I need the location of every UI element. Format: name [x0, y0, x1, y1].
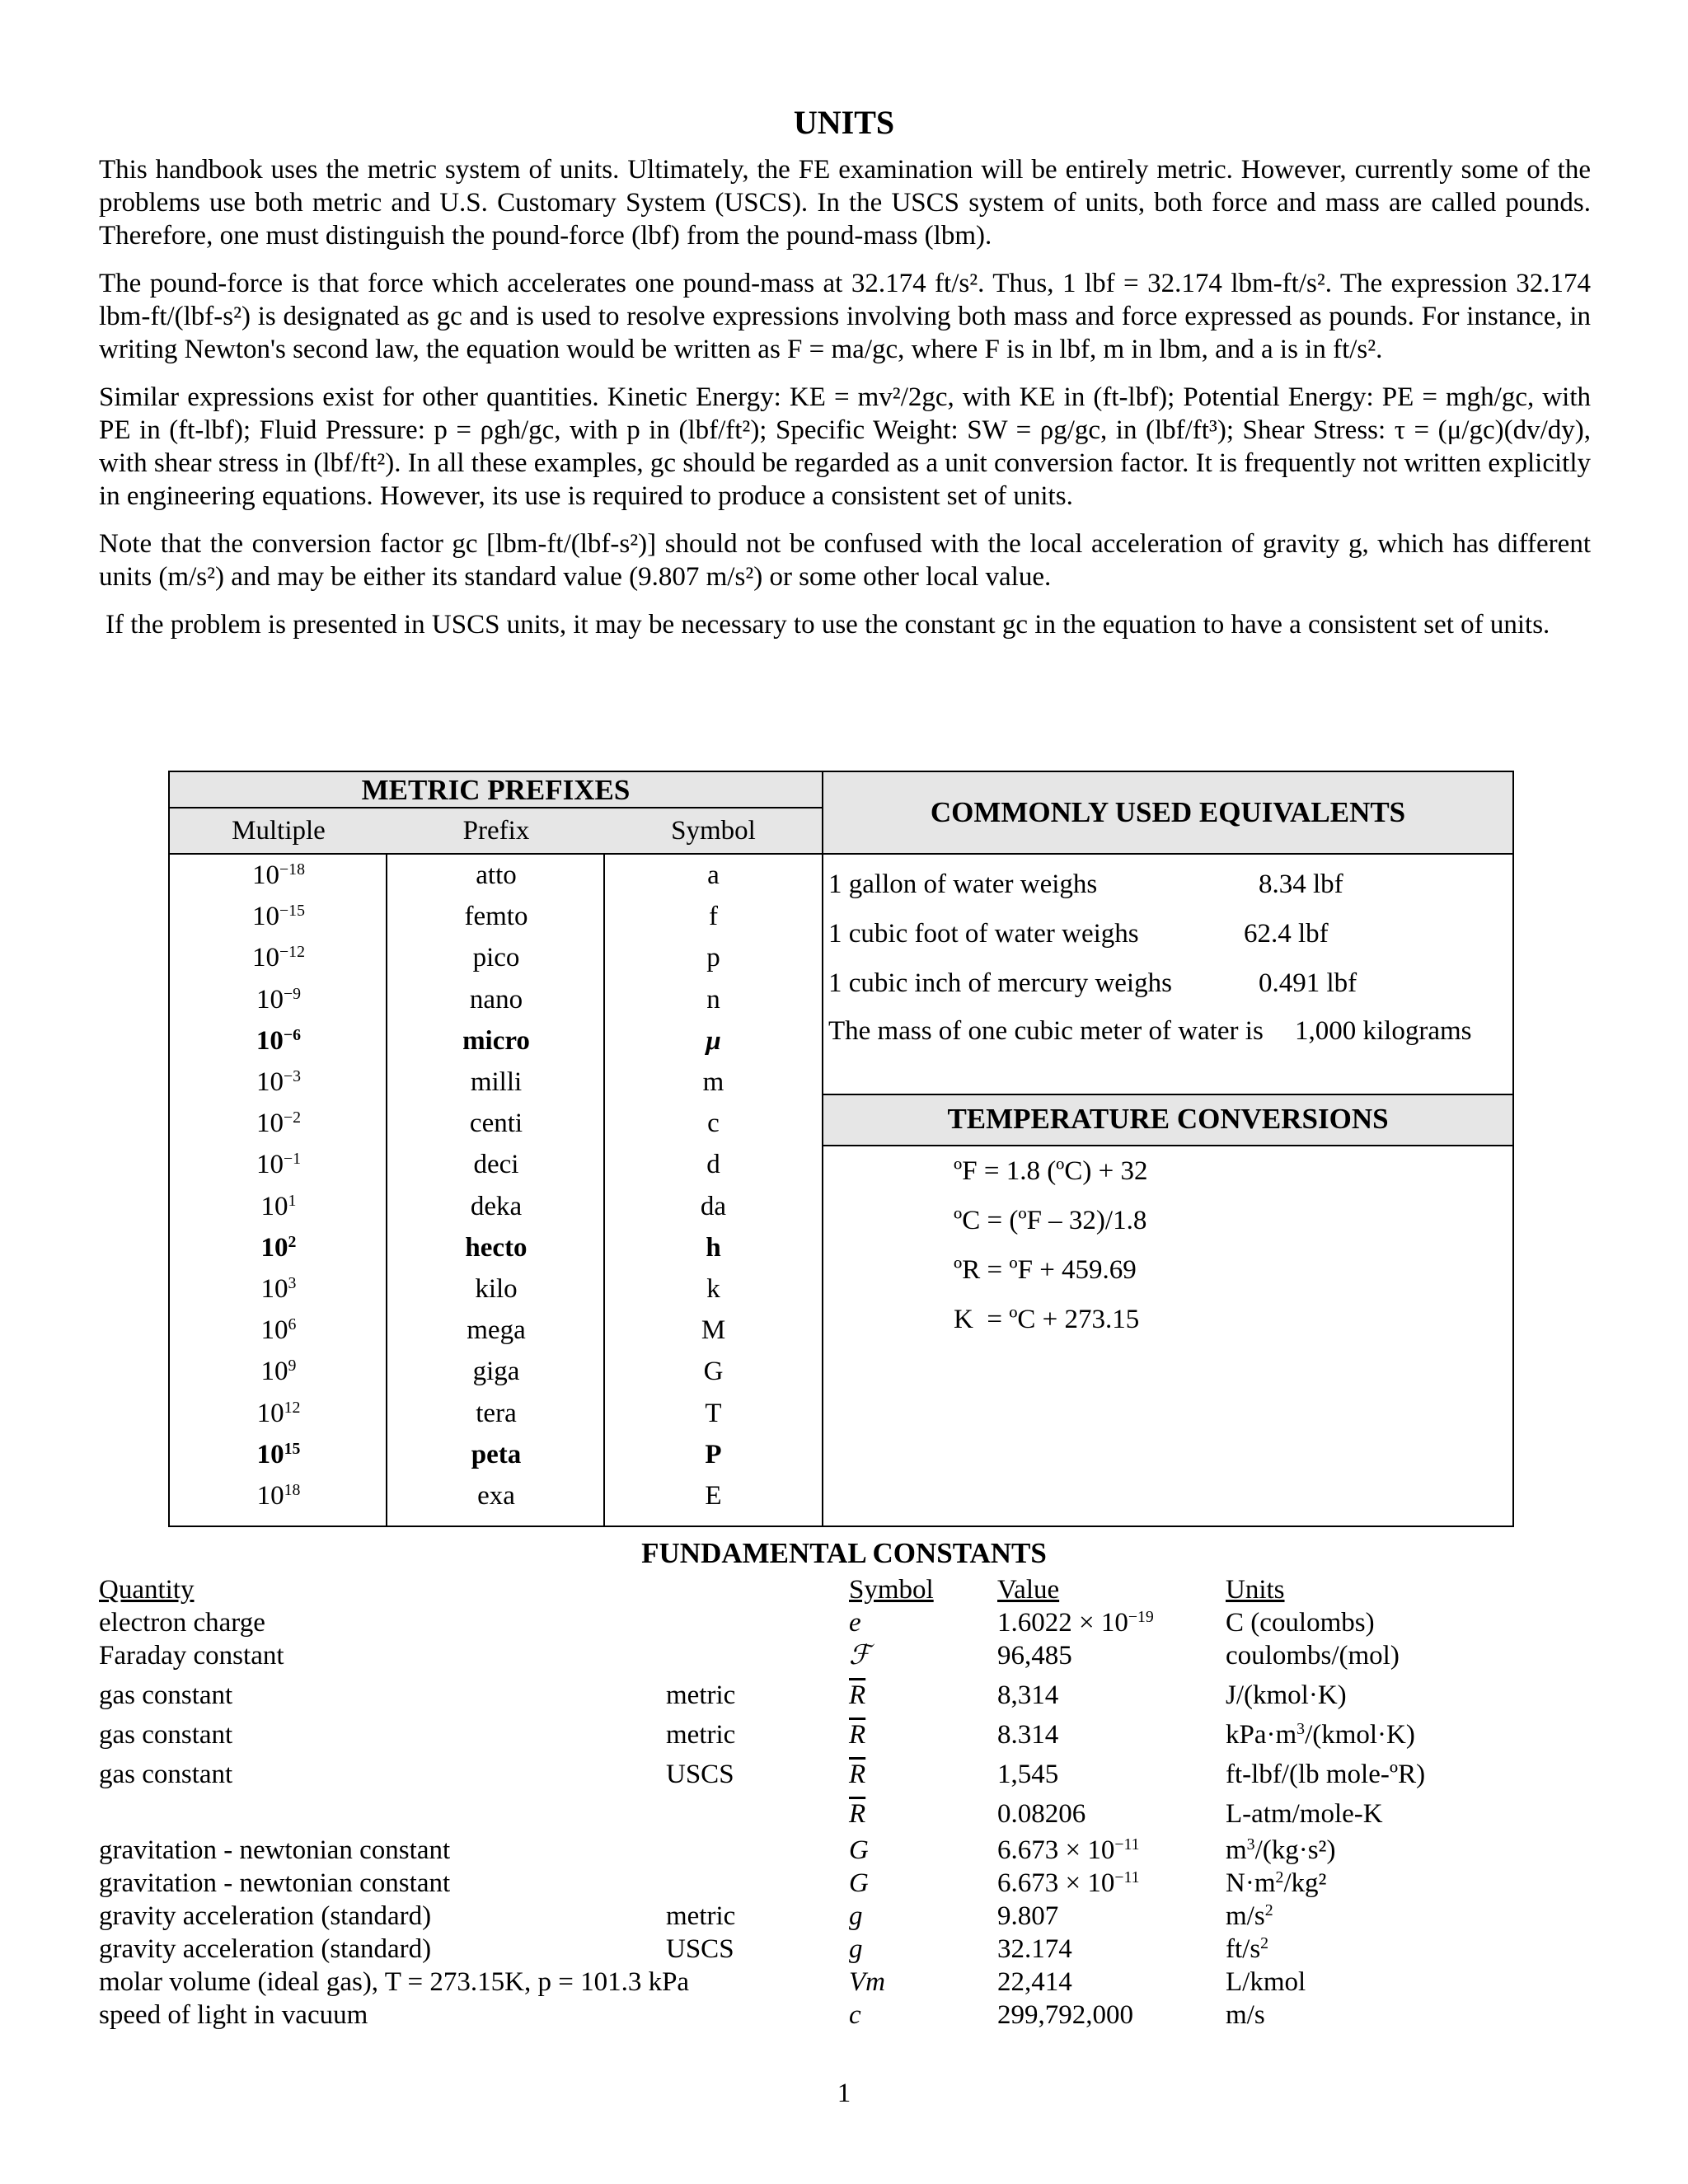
prefix-multiple	[170, 1144, 387, 1185]
prefix-symbol: n	[706, 984, 720, 1015]
constant-value-mantissa: 96,485	[997, 1641, 1072, 1671]
constant-row	[0, 1900, 1688, 1933]
constant-value	[997, 1834, 1140, 1867]
temperature-conversion: ºC = (ºF – 32)/1.8	[954, 1206, 1147, 1235]
intro-paragraph-1: This handbook uses the metric system of units. Ultimately, the FE examination will be entirely metric. However, currently some of the problems use both metric and U.S. Customary System (USCS). In the USCS system of units, both force and mass are called pounds. Therefore, one must distinguish the pound-force (lbf) from the pound-mass (lbm).	[99, 155, 1591, 251]
constant-symbol: G	[849, 1868, 869, 1898]
prefix-symbol: f	[709, 902, 718, 932]
constant-units	[1226, 1933, 1268, 1966]
constant-row	[0, 1606, 1688, 1639]
constant-value-mantissa: 8,314	[997, 1680, 1059, 1710]
constant-quantity: gas constant	[99, 1680, 233, 1710]
multiple-base: 10	[256, 1150, 284, 1180]
constant-value	[997, 1718, 1058, 1751]
metric-prefixes-table	[168, 771, 823, 1527]
constant-units	[1226, 1966, 1306, 1999]
equivalent-value: 1,000 kilograms	[1295, 1016, 1472, 1046]
prefix-multiple	[170, 1227, 387, 1268]
intro-paragraph-3: Similar expressions exist for other quantities. Kinetic Energy: KE = mv²/2gc, with KE in (ft-lbf); Potential Energy: PE = mgh/gc, with PE in (ft-lbf); Fluid Pressure: p = ρgh/gc, with p in (lbf/ft²); Specific Weight: SW = ρg/gc, in (lbf/ft³); Shear Stress: τ = (μ/gc)(dv/dy), with shear stress in (lbf/ft²). In all these examples, gc should be regarded as a unit conversion factor. It is frequently not written explicitly in engineering equations. However, its use is required to produce a consistent set of units.	[99, 382, 1591, 511]
equivalent-label: The mass of one cubic meter of water is	[828, 1016, 1264, 1046]
constant-value-exponent: −19	[1128, 1608, 1154, 1627]
constant-quantity: gravity acceleration (standard)	[99, 1934, 432, 1964]
multiple-base: 10	[256, 1398, 284, 1428]
constant-units-text: coulombs/(mol)	[1226, 1641, 1400, 1671]
constant-row	[0, 1933, 1688, 1966]
prefix-name: milli	[470, 1067, 523, 1097]
prefix-symbol: da	[700, 1191, 727, 1221]
intro-paragraph-2: The pound-force is that force which accelerates one pound-mass at 32.174 ft/s². Thus, 1 lbf = 32.174 lbm-ft/s². The expression 32.174 lbm-ft/(lbf-s²) is designated as gc and is used to resolve expressions involving both mass and force expressed as pounds. For instance, in writing Newton's second law, the equation would be written as F = ma/gc, where F is in lbf, m in lbm, and a is in ft/s².	[99, 269, 1591, 364]
equivalent-value: 0.491 lbf	[1259, 968, 1357, 998]
prefix-name: femto	[464, 902, 528, 932]
constant-value-mantissa: 1.6022 × 10	[997, 1608, 1128, 1638]
prefix-name: deci	[473, 1150, 519, 1180]
prefix-name: peta	[471, 1439, 522, 1469]
constant-symbol: $\overline{R}$	[849, 1760, 866, 1789]
constant-units-exponent: 2	[1264, 1901, 1273, 1920]
constant-value	[997, 1999, 1133, 2032]
prefix-row	[170, 1351, 822, 1392]
prefix-row	[170, 1434, 822, 1475]
column-header-multiple: Multiple	[232, 816, 326, 846]
constant-units	[1226, 1999, 1265, 2032]
constant-value	[997, 1797, 1085, 1830]
column-header-value: Value	[997, 1575, 1060, 1605]
prefix-name: deka	[470, 1191, 523, 1221]
temperature-conversions-title: TEMPERATURE CONVERSIONS	[823, 1094, 1512, 1146]
constant-units-text: ft/s	[1226, 1934, 1261, 1964]
prefix-multiple	[170, 937, 387, 978]
multiple-base: 10	[256, 1481, 284, 1511]
multiple-exponent: 15	[284, 1439, 301, 1458]
page-number: 1	[837, 2079, 851, 2108]
prefix-multiple	[170, 1268, 387, 1310]
constant-row	[0, 1999, 1688, 2032]
prefix-row	[170, 1268, 822, 1310]
multiple-base: 10	[256, 1439, 284, 1469]
multiple-base: 10	[252, 943, 280, 973]
multiple-base: 10	[256, 1025, 284, 1056]
prefix-symbol: c	[707, 1108, 720, 1139]
prefix-symbol: T	[705, 1398, 722, 1428]
constant-units	[1226, 1900, 1273, 1933]
prefix-multiple	[170, 979, 387, 1020]
constant-quantity: gas constant	[99, 1720, 233, 1750]
multiple-exponent: 2	[288, 1232, 297, 1251]
prefix-multiple	[170, 1434, 387, 1475]
constant-units-text: N·m	[1226, 1868, 1276, 1898]
multiple-base: 10	[252, 860, 280, 890]
constant-units-exponent: 3	[1246, 1835, 1255, 1854]
constant-units-text: L-atm/mole-K	[1226, 1799, 1383, 1829]
constant-row	[0, 1718, 1688, 1751]
constant-quantity: speed of light in vacuum	[99, 2000, 368, 2030]
prefix-multiple	[170, 1103, 387, 1144]
constant-value-mantissa: 32.174	[997, 1934, 1072, 1964]
constant-symbol: $\overline{R}$	[849, 1799, 866, 1829]
prefix-name: micro	[462, 1025, 530, 1056]
constant-units	[1226, 1718, 1415, 1751]
prefix-row	[170, 855, 822, 896]
constant-row	[0, 1797, 1688, 1830]
constant-units	[1226, 1679, 1347, 1712]
constant-units-text: m	[1226, 1835, 1247, 1865]
constant-value	[997, 1758, 1058, 1791]
temperature-conversion: ºF = 1.8 (ºC) + 32	[954, 1156, 1148, 1186]
constant-value-mantissa: 1,545	[997, 1760, 1059, 1789]
constant-value	[997, 1966, 1072, 1999]
prefix-row	[170, 1020, 822, 1062]
prefix-row	[170, 937, 822, 978]
prefix-name: nano	[469, 984, 523, 1015]
column-header-prefix: Prefix	[462, 816, 530, 846]
prefix-symbol: k	[706, 1274, 720, 1304]
constant-units	[1226, 1758, 1425, 1791]
prefix-symbol: d	[706, 1150, 720, 1180]
prefix-row	[170, 1103, 822, 1144]
prefix-row	[170, 1227, 822, 1268]
constant-value	[997, 1900, 1058, 1933]
constant-value-mantissa: 8.314	[997, 1720, 1059, 1750]
multiple-exponent: 18	[284, 1481, 301, 1500]
multiple-base: 10	[256, 1067, 284, 1097]
prefix-multiple	[170, 1020, 387, 1062]
multiple-exponent: −15	[279, 902, 305, 921]
constant-row	[0, 1834, 1688, 1867]
constant-units-text: J/(kmol·K)	[1226, 1680, 1347, 1710]
metric-prefixes-header	[170, 772, 822, 855]
multiple-base: 10	[260, 1232, 288, 1263]
constant-row	[0, 1758, 1688, 1791]
constant-units	[1226, 1834, 1335, 1867]
prefix-symbol: p	[706, 943, 720, 973]
intro-paragraph-5: If the problem is presented in USCS units, it may be necessary to use the constant gc in the equation to have a consistent set of units.	[106, 610, 1550, 640]
prefix-row	[170, 1062, 822, 1103]
constant-value-exponent: −11	[1114, 1835, 1140, 1854]
constant-value-exponent: −11	[1114, 1868, 1140, 1887]
constant-value-mantissa: 6.673 × 10	[997, 1835, 1115, 1865]
constant-units-tail: /kg²	[1283, 1868, 1327, 1898]
constant-value-mantissa: 6.673 × 10	[997, 1868, 1115, 1898]
prefix-symbol: μ	[706, 1025, 721, 1056]
multiple-exponent: 12	[284, 1398, 301, 1417]
prefix-row	[170, 1310, 822, 1351]
multiple-base: 10	[260, 1191, 288, 1221]
prefix-row	[170, 979, 822, 1020]
multiple-base: 10	[260, 1357, 288, 1387]
multiple-base: 10	[260, 1274, 288, 1304]
constant-quantity: gravitation - newtonian constant	[99, 1835, 451, 1865]
equivalents-table	[822, 771, 1514, 1527]
prefix-symbol: a	[707, 860, 720, 890]
intro-paragraph-4: Note that the conversion factor gc [lbm-ft/(lbf-s²)] should not be confused with the local acceleration of gravity g, which has different units (m/s²) and may be either its standard value (9.807 m/s²) or some other local value.	[99, 529, 1591, 592]
constant-symbol: e	[849, 1608, 861, 1638]
prefix-row	[170, 1393, 822, 1434]
constant-units	[1226, 1639, 1400, 1672]
prefix-name: atto	[476, 860, 517, 890]
constant-units	[1226, 1797, 1383, 1830]
prefix-name: giga	[472, 1357, 520, 1387]
constant-row	[0, 1867, 1688, 1900]
multiple-exponent: −6	[283, 1025, 302, 1044]
constant-symbol: $\overline{R}$	[849, 1680, 866, 1710]
equivalent-value: 8.34 lbf	[1259, 869, 1343, 899]
prefix-row	[170, 1144, 822, 1185]
constant-value	[997, 1679, 1058, 1712]
prefix-multiple	[170, 855, 387, 896]
constant-system: metric	[666, 1680, 736, 1710]
prefix-row	[170, 1475, 822, 1516]
prefix-symbol: P	[705, 1439, 722, 1469]
prefix-multiple	[170, 896, 387, 937]
constant-system: USCS	[666, 1934, 734, 1964]
column-header-units: Units	[1226, 1575, 1285, 1605]
equivalent-label: 1 cubic inch of mercury weighs	[828, 968, 1172, 998]
multiple-exponent: −1	[283, 1150, 302, 1169]
fundamental-constants-title: FUNDAMENTAL CONSTANTS	[641, 1537, 1047, 1569]
constant-row	[0, 1639, 1688, 1672]
multiple-base: 10	[256, 984, 284, 1015]
constant-symbol: Vm	[849, 1967, 885, 1997]
constant-units-tail: /(kmol·K)	[1305, 1720, 1415, 1750]
prefix-multiple	[170, 1186, 387, 1227]
constant-quantity: electron charge	[99, 1608, 265, 1638]
column-header-symbol: Symbol	[671, 816, 756, 846]
constant-units-text: kPa·m	[1226, 1720, 1297, 1750]
equivalents-title: COMMONLY USED EQUIVALENTS	[823, 772, 1512, 855]
prefix-name: kilo	[475, 1274, 518, 1304]
constant-symbol: G	[849, 1835, 869, 1865]
prefix-symbol: M	[701, 1315, 726, 1346]
prefix-multiple	[170, 1310, 387, 1351]
constant-units-text: m/s	[1226, 2000, 1265, 2030]
prefix-multiple	[170, 1351, 387, 1392]
constant-symbol: ℱ	[849, 1641, 870, 1671]
constant-quantity: Faraday constant	[99, 1641, 284, 1671]
constant-quantity: gravitation - newtonian constant	[99, 1868, 451, 1898]
constant-value	[997, 1606, 1154, 1639]
prefix-multiple	[170, 1062, 387, 1103]
constant-quantity: gravity acceleration (standard)	[99, 1901, 432, 1931]
equivalent-value: 62.4 lbf	[1244, 919, 1329, 949]
constant-quantity: molar volume (ideal gas), T = 273.15K, p = 101.3 kPa	[99, 1967, 690, 1997]
prefix-symbol: G	[703, 1357, 724, 1387]
prefix-row	[170, 1186, 822, 1227]
multiple-exponent: 3	[288, 1274, 297, 1293]
column-header-quantity: Quantity	[99, 1575, 195, 1605]
multiple-exponent: −3	[283, 1067, 302, 1086]
multiple-base: 10	[260, 1315, 288, 1346]
constant-value-mantissa: 9.807	[997, 1901, 1059, 1931]
constant-value	[997, 1867, 1140, 1900]
prefix-name: centi	[469, 1108, 523, 1139]
constant-system: metric	[666, 1901, 736, 1931]
equivalent-label: 1 gallon of water weighs	[828, 869, 1098, 899]
column-header-symbol: Symbol	[849, 1575, 934, 1605]
constant-units-text: m/s	[1226, 1901, 1265, 1931]
page-title: UNITS	[793, 104, 895, 141]
constant-symbol: c	[849, 2000, 861, 2030]
constant-units-text: C (coulombs)	[1226, 1608, 1375, 1638]
constant-units-tail: /(kg·s²)	[1254, 1835, 1336, 1865]
prefix-row	[170, 896, 822, 937]
metric-prefixes-title: METRIC PREFIXES	[170, 772, 822, 808]
constant-value	[997, 1639, 1072, 1672]
constant-value	[997, 1933, 1072, 1966]
prefix-symbol: E	[705, 1481, 722, 1511]
constant-symbol: $\overline{R}$	[849, 1720, 866, 1750]
constant-units	[1226, 1606, 1375, 1639]
multiple-exponent: −2	[283, 1108, 302, 1127]
constant-value-mantissa: 0.08206	[997, 1799, 1086, 1829]
constant-value-mantissa: 299,792,000	[997, 2000, 1133, 2030]
multiple-exponent: −18	[279, 860, 305, 879]
constant-units-text: L/kmol	[1226, 1967, 1306, 1997]
prefix-name: mega	[467, 1315, 526, 1346]
multiple-exponent: 9	[288, 1357, 297, 1376]
constant-units	[1226, 1867, 1326, 1900]
prefix-symbol: h	[706, 1232, 721, 1263]
prefix-symbol: m	[702, 1067, 724, 1097]
prefix-name: tera	[476, 1398, 517, 1428]
constant-quantity: gas constant	[99, 1760, 233, 1789]
constant-system: USCS	[666, 1760, 734, 1789]
intro-text	[99, 153, 1591, 641]
constant-units-exponent: 3	[1296, 1720, 1306, 1739]
constant-row	[0, 1679, 1688, 1712]
multiple-exponent: −9	[283, 984, 302, 1003]
constant-value-mantissa: 22,414	[997, 1967, 1072, 1997]
constant-system: metric	[666, 1720, 736, 1750]
prefix-name: pico	[472, 943, 520, 973]
constant-symbol: g	[849, 1934, 863, 1964]
multiple-exponent: −12	[279, 943, 305, 962]
prefix-name: exa	[477, 1481, 515, 1511]
constant-units-text: ft-lbf/(lb mole-ºR)	[1226, 1760, 1426, 1789]
multiple-exponent: 6	[288, 1315, 297, 1334]
multiple-base: 10	[256, 1108, 284, 1139]
multiple-base: 10	[252, 902, 280, 932]
temperature-conversion: K = ºC + 273.15	[954, 1305, 1140, 1334]
prefix-name: hecto	[465, 1232, 528, 1263]
constants-header-row	[0, 1573, 1688, 1606]
constant-symbol: g	[849, 1901, 863, 1931]
multiple-exponent: 1	[288, 1191, 297, 1210]
prefix-multiple	[170, 1475, 387, 1516]
constant-units-exponent: 2	[1275, 1868, 1284, 1887]
constant-units-exponent: 2	[1260, 1934, 1269, 1953]
prefix-multiple	[170, 1393, 387, 1434]
temperature-conversion: ºR = ºF + 459.69	[954, 1255, 1137, 1285]
constant-row	[0, 1966, 1688, 1999]
equivalent-label: 1 cubic foot of water weighs	[828, 919, 1139, 949]
